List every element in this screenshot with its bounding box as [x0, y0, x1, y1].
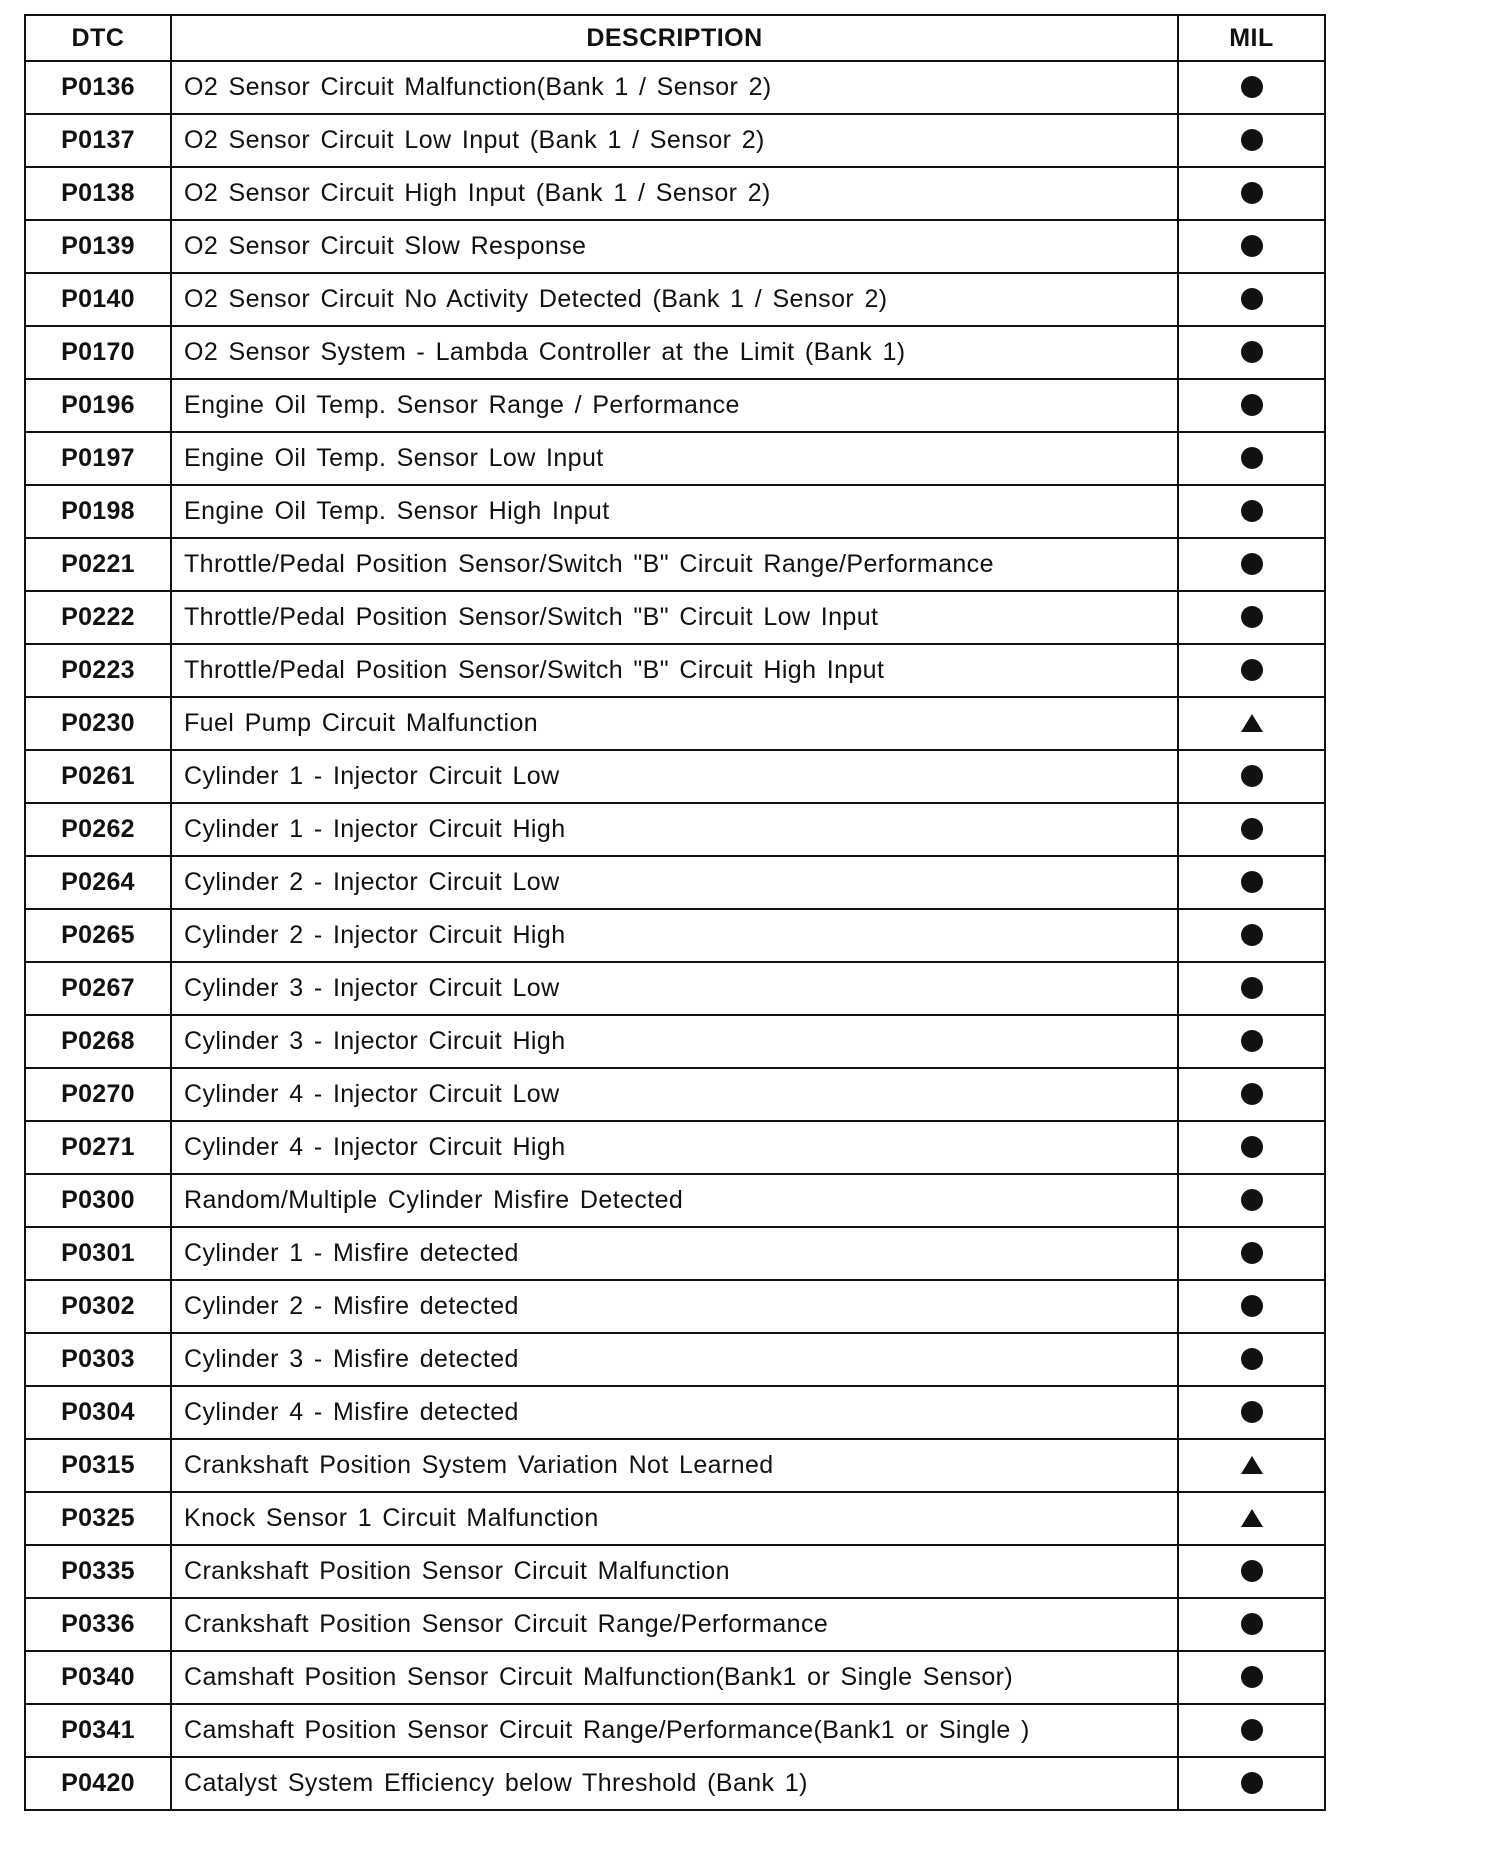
dtc-description: Cylinder 2 - Injector Circuit High [171, 909, 1178, 962]
table-row [25, 167, 1325, 220]
dtc-code: P0302 [25, 1280, 171, 1333]
mil-cell [1178, 1598, 1325, 1651]
circle-filled-icon [1241, 659, 1263, 681]
circle-filled-icon [1241, 1772, 1263, 1794]
dtc-description: Fuel Pump Circuit Malfunction [171, 697, 1178, 750]
mil-cell [1178, 1121, 1325, 1174]
dtc-code: P0136 [25, 61, 171, 114]
table-row [25, 432, 1325, 485]
table-row [25, 856, 1325, 909]
circle-filled-icon [1241, 1295, 1263, 1317]
table-row [25, 326, 1325, 379]
dtc-description: Crankshaft Position Sensor Circuit Range/Performance [171, 1598, 1178, 1651]
table-row [25, 485, 1325, 538]
dtc-description: Crankshaft Position Sensor Circuit Malfunction [171, 1545, 1178, 1598]
mil-cell [1178, 1333, 1325, 1386]
dtc-code: P0268 [25, 1015, 171, 1068]
mil-cell [1178, 432, 1325, 485]
dtc-code: P0420 [25, 1757, 171, 1810]
dtc-code: P0270 [25, 1068, 171, 1121]
circle-filled-icon [1241, 129, 1263, 151]
mil-cell [1178, 167, 1325, 220]
circle-filled-icon [1241, 924, 1263, 946]
mil-cell [1178, 379, 1325, 432]
dtc-code: P0335 [25, 1545, 171, 1598]
header-mil: MIL [1178, 15, 1325, 61]
table-row [25, 538, 1325, 591]
dtc-code: P0264 [25, 856, 171, 909]
table-row [25, 1651, 1325, 1704]
dtc-code: P0304 [25, 1386, 171, 1439]
dtc-code: P0267 [25, 962, 171, 1015]
dtc-description: O2 Sensor System - Lambda Controller at the Limit (Bank 1) [171, 326, 1178, 379]
dtc-code: P0336 [25, 1598, 171, 1651]
table-row [25, 1280, 1325, 1333]
dtc-description: O2 Sensor Circuit Slow Response [171, 220, 1178, 273]
table-row [25, 1174, 1325, 1227]
mil-cell [1178, 1439, 1325, 1492]
table-row [25, 750, 1325, 803]
dtc-code: P0340 [25, 1651, 171, 1704]
dtc-description: Cylinder 1 - Injector Circuit High [171, 803, 1178, 856]
table-row [25, 61, 1325, 114]
dtc-description: Catalyst System Efficiency below Threshold (Bank 1) [171, 1757, 1178, 1810]
dtc-code: P0300 [25, 1174, 171, 1227]
mil-cell [1178, 114, 1325, 167]
dtc-description: Cylinder 4 - Misfire detected [171, 1386, 1178, 1439]
mil-cell [1178, 1545, 1325, 1598]
table-row [25, 803, 1325, 856]
mil-cell [1178, 61, 1325, 114]
mil-cell [1178, 1651, 1325, 1704]
mil-cell [1178, 1757, 1325, 1810]
circle-filled-icon [1241, 765, 1263, 787]
mil-cell [1178, 485, 1325, 538]
table-row [25, 1386, 1325, 1439]
table-row [25, 1492, 1325, 1545]
circle-filled-icon [1241, 818, 1263, 840]
mil-cell [1178, 856, 1325, 909]
table-header [25, 15, 1325, 61]
mil-cell [1178, 220, 1325, 273]
circle-filled-icon [1241, 1401, 1263, 1423]
dtc-description: Cylinder 4 - Injector Circuit Low [171, 1068, 1178, 1121]
dtc-code: P0140 [25, 273, 171, 326]
dtc-description: Throttle/Pedal Position Sensor/Switch "B" Circuit High Input [171, 644, 1178, 697]
table-row [25, 1545, 1325, 1598]
mil-cell [1178, 1068, 1325, 1121]
circle-filled-icon [1241, 871, 1263, 893]
mil-cell [1178, 909, 1325, 962]
mil-cell [1178, 538, 1325, 591]
dtc-code: P0230 [25, 697, 171, 750]
circle-filled-icon [1241, 76, 1263, 98]
table-row [25, 114, 1325, 167]
dtc-code: P0222 [25, 591, 171, 644]
dtc-description: Throttle/Pedal Position Sensor/Switch "B" Circuit Range/Performance [171, 538, 1178, 591]
dtc-code: P0223 [25, 644, 171, 697]
dtc-description: Cylinder 1 - Misfire detected [171, 1227, 1178, 1280]
mil-cell [1178, 1492, 1325, 1545]
mil-cell [1178, 591, 1325, 644]
dtc-description: Cylinder 4 - Injector Circuit High [171, 1121, 1178, 1174]
dtc-table [24, 14, 1326, 1811]
circle-filled-icon [1241, 1719, 1263, 1741]
table-row [25, 1704, 1325, 1757]
mil-cell [1178, 1227, 1325, 1280]
dtc-code: P0265 [25, 909, 171, 962]
circle-filled-icon [1241, 182, 1263, 204]
mil-cell [1178, 326, 1325, 379]
dtc-document [24, 14, 1324, 1811]
dtc-description: Cylinder 2 - Injector Circuit Low [171, 856, 1178, 909]
header-dtc: DTC [25, 15, 171, 61]
mil-cell [1178, 697, 1325, 750]
mil-cell [1178, 750, 1325, 803]
dtc-code: P0315 [25, 1439, 171, 1492]
dtc-description: Engine Oil Temp. Sensor Range / Performance [171, 379, 1178, 432]
mil-cell [1178, 1015, 1325, 1068]
circle-filled-icon [1241, 1242, 1263, 1264]
dtc-description: Engine Oil Temp. Sensor High Input [171, 485, 1178, 538]
circle-filled-icon [1241, 235, 1263, 257]
dtc-description: O2 Sensor Circuit Malfunction(Bank 1 / Sensor 2) [171, 61, 1178, 114]
circle-filled-icon [1241, 553, 1263, 575]
circle-filled-icon [1241, 288, 1263, 310]
table-row [25, 220, 1325, 273]
dtc-code: P0198 [25, 485, 171, 538]
mil-cell [1178, 273, 1325, 326]
circle-filled-icon [1241, 500, 1263, 522]
dtc-description: Camshaft Position Sensor Circuit Malfunction(Bank1 or Single Sensor) [171, 1651, 1178, 1704]
table-row [25, 1227, 1325, 1280]
circle-filled-icon [1241, 447, 1263, 469]
dtc-description: Cylinder 3 - Injector Circuit Low [171, 962, 1178, 1015]
circle-filled-icon [1241, 1083, 1263, 1105]
dtc-description: Cylinder 2 - Misfire detected [171, 1280, 1178, 1333]
circle-filled-icon [1241, 1030, 1263, 1052]
dtc-code: P0271 [25, 1121, 171, 1174]
dtc-code: P0137 [25, 114, 171, 167]
table-row [25, 1757, 1325, 1810]
table-row [25, 1598, 1325, 1651]
table-row [25, 1121, 1325, 1174]
table-row [25, 379, 1325, 432]
circle-filled-icon [1241, 1348, 1263, 1370]
dtc-description: Camshaft Position Sensor Circuit Range/Performance(Bank1 or Single ) [171, 1704, 1178, 1757]
table-row [25, 1015, 1325, 1068]
mil-cell [1178, 644, 1325, 697]
circle-filled-icon [1241, 341, 1263, 363]
mil-cell [1178, 1704, 1325, 1757]
dtc-code: P0261 [25, 750, 171, 803]
dtc-code: P0341 [25, 1704, 171, 1757]
dtc-description: Knock Sensor 1 Circuit Malfunction [171, 1492, 1178, 1545]
table-row [25, 697, 1325, 750]
dtc-description: Engine Oil Temp. Sensor Low Input [171, 432, 1178, 485]
header-row [25, 15, 1325, 61]
dtc-code: P0197 [25, 432, 171, 485]
circle-filled-icon [1241, 1136, 1263, 1158]
dtc-code: P0301 [25, 1227, 171, 1280]
triangle-filled-icon [1241, 1509, 1263, 1527]
dtc-code: P0325 [25, 1492, 171, 1545]
circle-filled-icon [1241, 394, 1263, 416]
dtc-description: Random/Multiple Cylinder Misfire Detected [171, 1174, 1178, 1227]
dtc-description: Crankshaft Position System Variation Not Learned [171, 1439, 1178, 1492]
circle-filled-icon [1241, 1666, 1263, 1688]
table-body [25, 61, 1325, 1810]
table-row [25, 1439, 1325, 1492]
table-row [25, 644, 1325, 697]
dtc-description: Throttle/Pedal Position Sensor/Switch "B" Circuit Low Input [171, 591, 1178, 644]
triangle-filled-icon [1241, 714, 1263, 732]
dtc-description: Cylinder 3 - Injector Circuit High [171, 1015, 1178, 1068]
triangle-filled-icon [1241, 1456, 1263, 1474]
dtc-code: P0262 [25, 803, 171, 856]
dtc-code: P0196 [25, 379, 171, 432]
mil-cell [1178, 1174, 1325, 1227]
dtc-code: P0138 [25, 167, 171, 220]
table-row [25, 962, 1325, 1015]
table-row [25, 273, 1325, 326]
dtc-code: P0139 [25, 220, 171, 273]
dtc-description: Cylinder 1 - Injector Circuit Low [171, 750, 1178, 803]
table-row [25, 1068, 1325, 1121]
mil-cell [1178, 1386, 1325, 1439]
mil-cell [1178, 803, 1325, 856]
table-row [25, 1333, 1325, 1386]
dtc-code: P0221 [25, 538, 171, 591]
circle-filled-icon [1241, 606, 1263, 628]
header-description: DESCRIPTION [171, 15, 1178, 61]
dtc-description: O2 Sensor Circuit No Activity Detected (Bank 1 / Sensor 2) [171, 273, 1178, 326]
mil-cell [1178, 1280, 1325, 1333]
dtc-description: O2 Sensor Circuit High Input (Bank 1 / Sensor 2) [171, 167, 1178, 220]
circle-filled-icon [1241, 1560, 1263, 1582]
circle-filled-icon [1241, 977, 1263, 999]
circle-filled-icon [1241, 1189, 1263, 1211]
dtc-description: O2 Sensor Circuit Low Input (Bank 1 / Sensor 2) [171, 114, 1178, 167]
dtc-description: Cylinder 3 - Misfire detected [171, 1333, 1178, 1386]
table-row [25, 909, 1325, 962]
mil-cell [1178, 962, 1325, 1015]
circle-filled-icon [1241, 1613, 1263, 1635]
dtc-code: P0170 [25, 326, 171, 379]
table-row [25, 591, 1325, 644]
dtc-code: P0303 [25, 1333, 171, 1386]
